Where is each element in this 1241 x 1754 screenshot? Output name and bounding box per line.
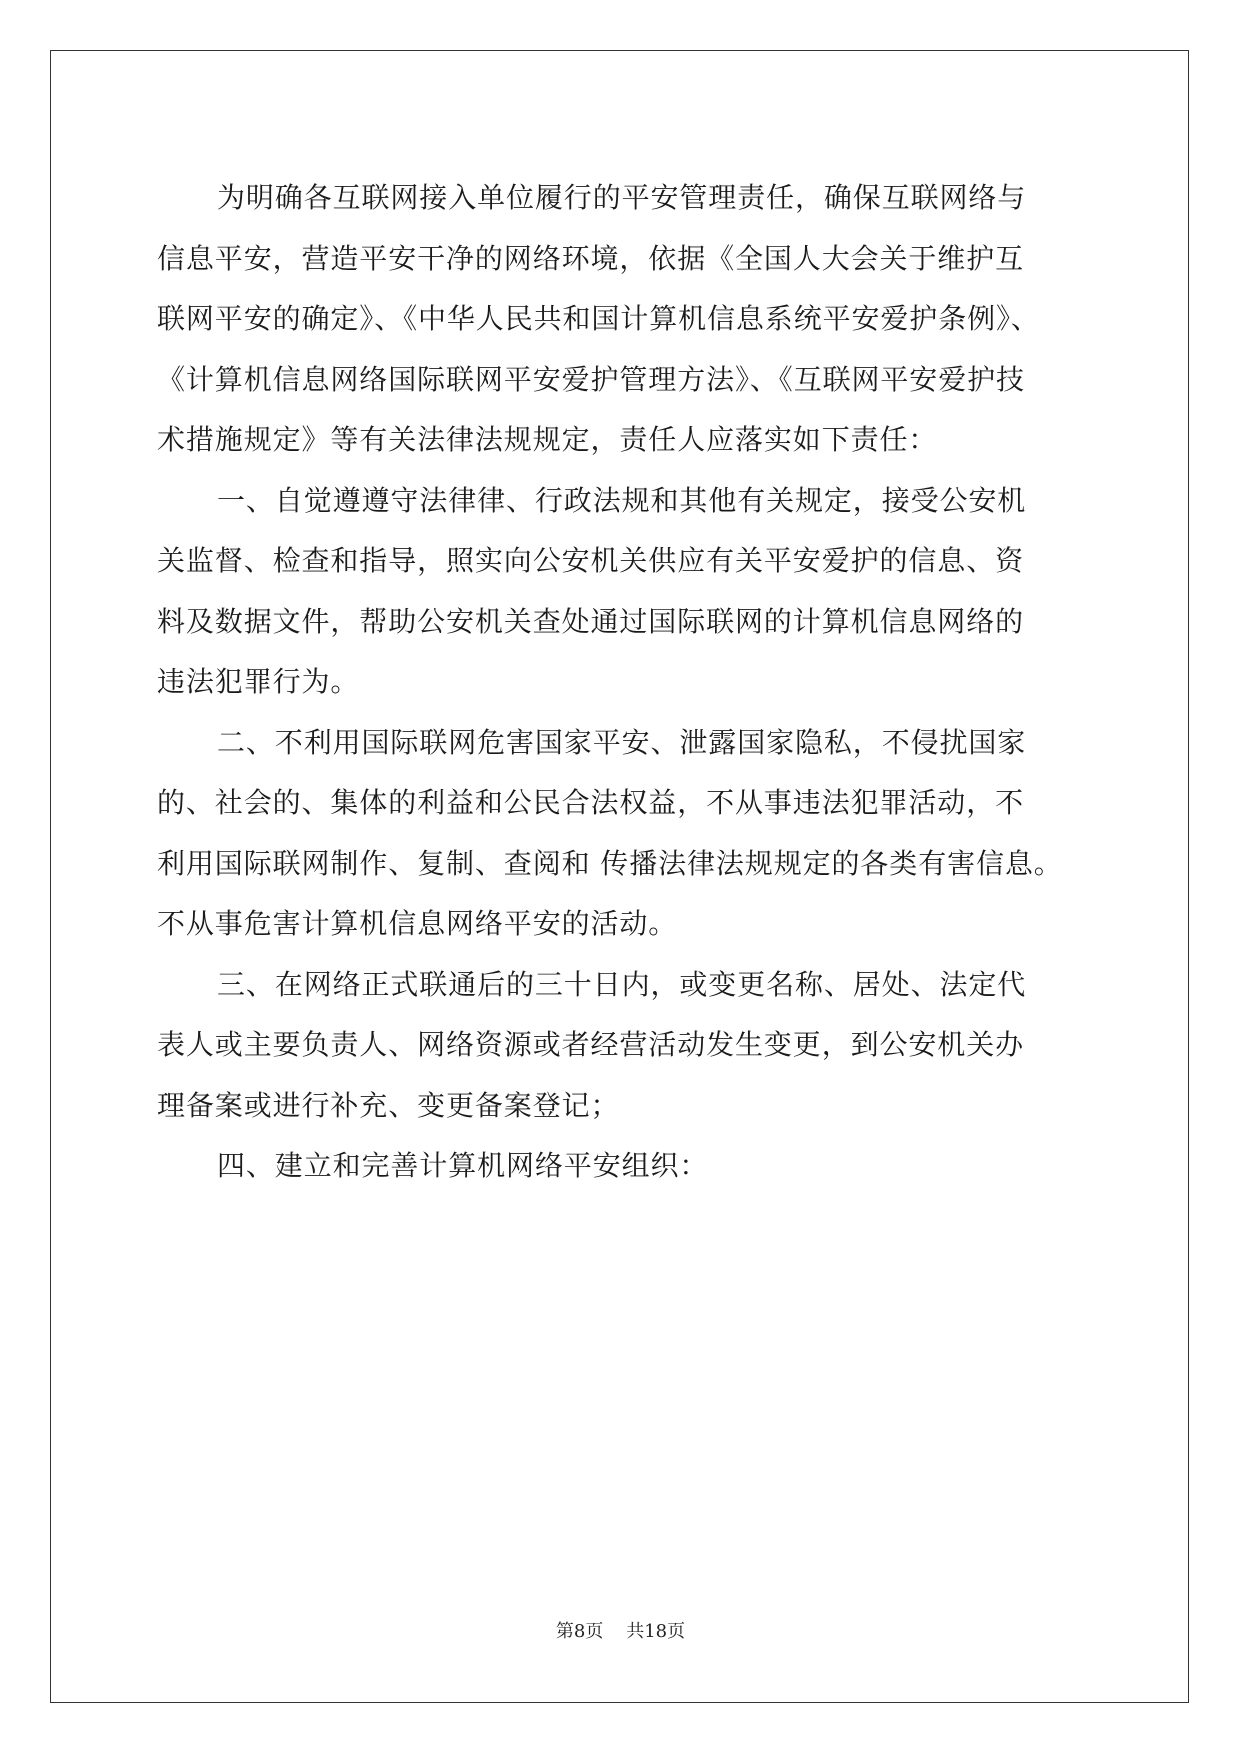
paragraph-2-line-1: 一、自觉遵遵守法律律、行政法规和其他有关规定，接受公安机 (217, 483, 1027, 517)
paragraph-1-line-3: 联网平安的确定》、《中华人民共和国计算机信息系统平安爱护条例》、 (157, 302, 1040, 335)
paragraph-1-line-1: 为明确各互联网接入单位履行的平安管理责任，确保互联网络与 (217, 181, 1027, 214)
paragraph-3-line-4: 不从事危害计算机信息网络平安的活动。 (157, 907, 678, 940)
page-number: 第8页 (555, 1621, 604, 1642)
paragraph-5-line-1: 四、建立和完善计算机网络平安组织： (217, 1149, 709, 1182)
page-total: 共18页 (626, 1621, 686, 1642)
paragraph-4-line-1: 三、在网络正式联通后的三十日内，或变更名称、居处、法定代 (217, 967, 1027, 1001)
paragraph-4-line-2: 表人或主要负责人、网络资源或者经营活动发生变更，到公安机关办 (157, 1028, 1025, 1061)
paragraph-3-line-1: 二、不利用国际联网危害国家平安、泄露国家隐私，不侵扰国家 (217, 725, 1027, 759)
paragraph-3-line-3: 利用国际联网制作、复制、查阅和 传播法律法规规定的各类有害信息。 (157, 846, 1063, 880)
paragraph-2-line-2: 关监督、检查和指导，照实向公安机关供应有关平安爱护的信息、资 (157, 544, 1025, 577)
document-body (157, 168, 1097, 1197)
paragraph-4-line-3: 理备案或进行补充、变更备案登记； (157, 1088, 620, 1122)
paragraph-1-line-2: 信息平安，营造平安干净的网络环境，依据《全国人大会关于维护互 (157, 241, 1025, 275)
paragraph-1-line-4: 《计算机信息网络国际联网平安爱护管理方法》、《互联网平安爱护技 (157, 362, 1025, 396)
paragraph-2-line-3: 料及数据文件，帮助公安机关查处通过国际联网的计算机信息网络的 (157, 604, 1025, 638)
paragraph-1-line-5: 术措施规定》等有关法律法规规定，责任人应落实如下责任： (157, 423, 938, 456)
paragraph-3-line-2: 的、社会的、集体的利益和公民合法权益，不从事违法犯罪活动，不 (157, 786, 1025, 819)
page-footer (0, 1620, 1241, 1644)
paragraph-2-line-4: 违法犯罪行为。 (157, 665, 360, 698)
